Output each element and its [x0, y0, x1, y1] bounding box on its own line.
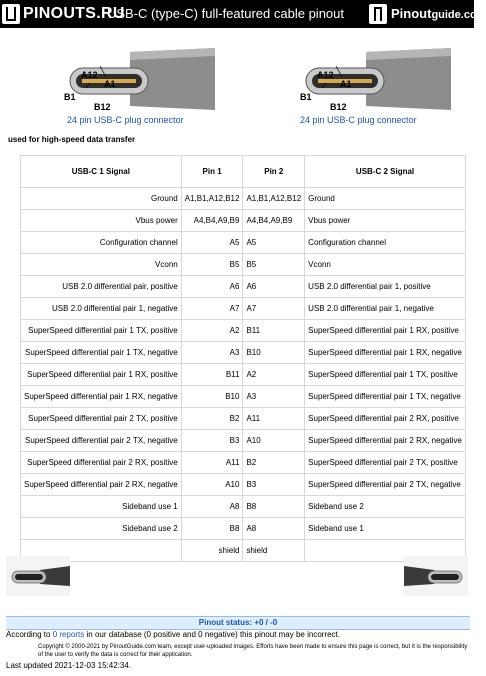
pin-2-cell: A3 [243, 386, 305, 408]
usb-c-1-signal-cell: SuperSpeed differential pair 1 TX, positive [21, 320, 182, 342]
table-row [21, 254, 466, 276]
cable-photo-left[interactable] [6, 556, 70, 596]
pin-1-cell: A4,B4,A9,B9 [181, 210, 243, 232]
pin-2-cell: B10 [243, 342, 305, 364]
pin-2-cell: A4,B4,A9,B9 [243, 210, 305, 232]
pinout-table [20, 155, 466, 562]
usb-c-2-signal-cell: Vbus power [305, 210, 466, 232]
usb-c-2-signal-cell: USB 2.0 differential pair 1, positive [305, 276, 466, 298]
usb-c-cable-image [404, 556, 468, 596]
accuracy-suffix: in our database (0 positive and 0 negative) this pinout may be incorrect. [86, 630, 340, 639]
table-header-row [21, 156, 466, 188]
usb-c-2-signal-cell: SuperSpeed differential pair 2 RX, positive [305, 408, 466, 430]
pin-2-cell: B11 [243, 320, 305, 342]
usb-c-2-signal-cell: Sideband use 1 [305, 518, 466, 540]
pin-1-cell: B3 [181, 430, 243, 452]
pin-2-cell: B5 [243, 254, 305, 276]
cable-photo-right[interactable] [404, 556, 468, 596]
pin-1-cell: A3 [181, 342, 243, 364]
pin-1-cell: B5 [181, 254, 243, 276]
pin-2-cell: shield [243, 540, 305, 562]
usb-c-2-signal-cell: Configuration channel [305, 232, 466, 254]
pin-1-cell: shield [181, 540, 243, 562]
table-row [21, 320, 466, 342]
pin-2-cell: B8 [243, 496, 305, 518]
usb-c-2-signal-cell: USB 2.0 differential pair 1, negative [305, 298, 466, 320]
usb-c-connector-diagram-2 [296, 44, 456, 114]
usb-c-cable-image [6, 556, 70, 596]
usb-c-1-signal-cell: SuperSpeed differential pair 1 TX, negative [21, 342, 182, 364]
pin-label-a1: A1 [104, 79, 116, 89]
guide-logo-main: Pinout [391, 6, 432, 21]
usb-c-2-signal-cell: SuperSpeed differential pair 2 TX, negative [305, 474, 466, 496]
pin-2-cell: A11 [243, 408, 305, 430]
usb-c-1-signal-cell: SuperSpeed differential pair 2 TX, negative [21, 430, 182, 452]
pin-1-cell: B8 [181, 518, 243, 540]
pin-2-cell: A1,B1,A12,B12 [243, 188, 305, 210]
pinoutguide-logo[interactable] [369, 2, 486, 26]
pin-label-a12: A12 [317, 70, 334, 80]
table-row [21, 276, 466, 298]
pin-1-cell: B2 [181, 408, 243, 430]
page-title: USB-C (type-C) full-featured cable pinout [107, 6, 344, 21]
pin-1-cell: B10 [181, 386, 243, 408]
usb-c-2-signal-cell: SuperSpeed differential pair 2 RX, negative [305, 430, 466, 452]
pin-2-cell: A7 [243, 298, 305, 320]
usb-c-2-signal-cell: SuperSpeed differential pair 1 TX, negative [305, 386, 466, 408]
reports-link[interactable]: 0 reports [52, 630, 85, 639]
table-row [21, 452, 466, 474]
last-updated: Last updated 2021-12-03 15:42:34. [6, 661, 131, 670]
pin-label-b1: B1 [64, 92, 76, 102]
table-row [21, 540, 466, 562]
usb-c-1-signal-cell: Configuration channel [21, 232, 182, 254]
pin-label-b1: B1 [300, 92, 312, 102]
pin-label-a12: A12 [81, 70, 98, 80]
table-row [21, 188, 466, 210]
pin-1-cell: A10 [181, 474, 243, 496]
table-row [21, 210, 466, 232]
usb-c-1-signal-cell: SuperSpeed differential pair 2 TX, positive [21, 408, 182, 430]
usage-note: used for high-speed data transfer [8, 135, 136, 144]
table-row [21, 408, 466, 430]
usb-c-2-signal-cell: Vconn [305, 254, 466, 276]
pin-2-cell: A2 [243, 364, 305, 386]
pin-2-cell: B3 [243, 474, 305, 496]
usb-c-1-signal-cell: USB 2.0 differential pair 1, negative [21, 298, 182, 320]
pin-1-cell: B11 [181, 364, 243, 386]
usb-c-1-signal-cell: Vbus power [21, 210, 182, 232]
usb-c-1-signal-cell: SuperSpeed differential pair 2 RX, negative [21, 474, 182, 496]
pin-1-cell: A11 [181, 452, 243, 474]
usb-c-2-signal-cell: SuperSpeed differential pair 1 RX, positive [305, 320, 466, 342]
pin-1-cell: A7 [181, 298, 243, 320]
usb-c-2-signal-cell: SuperSpeed differential pair 2 TX, positive [305, 452, 466, 474]
pin-2-cell: A6 [243, 276, 305, 298]
usb-c-1-signal-cell: SuperSpeed differential pair 2 RX, positive [21, 452, 182, 474]
column-header: Pin 1 [181, 156, 243, 188]
site-header [0, 0, 486, 28]
usb-c-connector-diagram-1 [60, 44, 220, 114]
accuracy-notice [6, 630, 340, 639]
accuracy-prefix: According to [6, 630, 51, 639]
table-row [21, 496, 466, 518]
pin-1-cell: A2 [181, 320, 243, 342]
usb-c-2-signal-cell: SuperSpeed differential pair 1 TX, positive [305, 364, 466, 386]
pin-1-cell: A1,B1,A12,B12 [181, 188, 243, 210]
table-row [21, 298, 466, 320]
usb-c-1-signal-cell: Ground [21, 188, 182, 210]
pinout-status-bar[interactable]: Pinout status: +0 / -0 [6, 616, 470, 630]
connector-caption-2[interactable]: 24 pin USB-C plug connector [300, 115, 417, 125]
usb-c-2-signal-cell: Ground [305, 188, 466, 210]
pin-2-cell: A5 [243, 232, 305, 254]
table-row [21, 474, 466, 496]
usb-c-2-signal-cell: SuperSpeed differential pair 1 RX, negative [305, 342, 466, 364]
table-body [21, 188, 466, 562]
usb-c-1-signal-cell: SuperSpeed differential pair 1 RX, positive [21, 364, 182, 386]
pin-1-cell: A8 [181, 496, 243, 518]
usb-c-1-signal-cell: Sideband use 2 [21, 518, 182, 540]
column-header: USB-C 1 Signal [21, 156, 182, 188]
chip-icon [2, 4, 20, 24]
usb-c-2-signal-cell: Sideband use 2 [305, 496, 466, 518]
pin-2-cell: B2 [243, 452, 305, 474]
usb-c-1-signal-cell: Vconn [21, 254, 182, 276]
site-name: PINOUTS.RU [23, 5, 125, 22]
column-header: USB-C 2 Signal [305, 156, 466, 188]
pin-label-a1: A1 [340, 79, 352, 89]
table-row [21, 386, 466, 408]
pin-2-cell: A10 [243, 430, 305, 452]
column-header: Pin 2 [243, 156, 305, 188]
table-row [21, 518, 466, 540]
pin-label-b12: B12 [94, 102, 111, 112]
table-row [21, 342, 466, 364]
pin-label-b12: B12 [330, 102, 347, 112]
table-row [21, 364, 466, 386]
copyright-notice: Copyright © 2000-2021 by PinoutGuide.com team, except user-uploaded images. Efforts have been made to ensure this page is correct, but it is the responsibility of the user to verify the data is correct for their application. [38, 644, 468, 658]
table-row [21, 232, 466, 254]
pin-1-cell: A5 [181, 232, 243, 254]
usb-c-1-signal-cell: SuperSpeed differential pair 1 RX, negative [21, 386, 182, 408]
connector-caption-1[interactable]: 24 pin USB-C plug connector [67, 115, 184, 125]
guide-logo-sub: guide.com [431, 9, 486, 21]
table-row [21, 430, 466, 452]
plug-icon [369, 4, 387, 24]
pin-1-cell: A6 [181, 276, 243, 298]
pin-2-cell: A8 [243, 518, 305, 540]
usb-c-1-signal-cell: Sideband use 1 [21, 496, 182, 518]
usb-c-1-signal-cell: USB 2.0 differential pair, positive [21, 276, 182, 298]
